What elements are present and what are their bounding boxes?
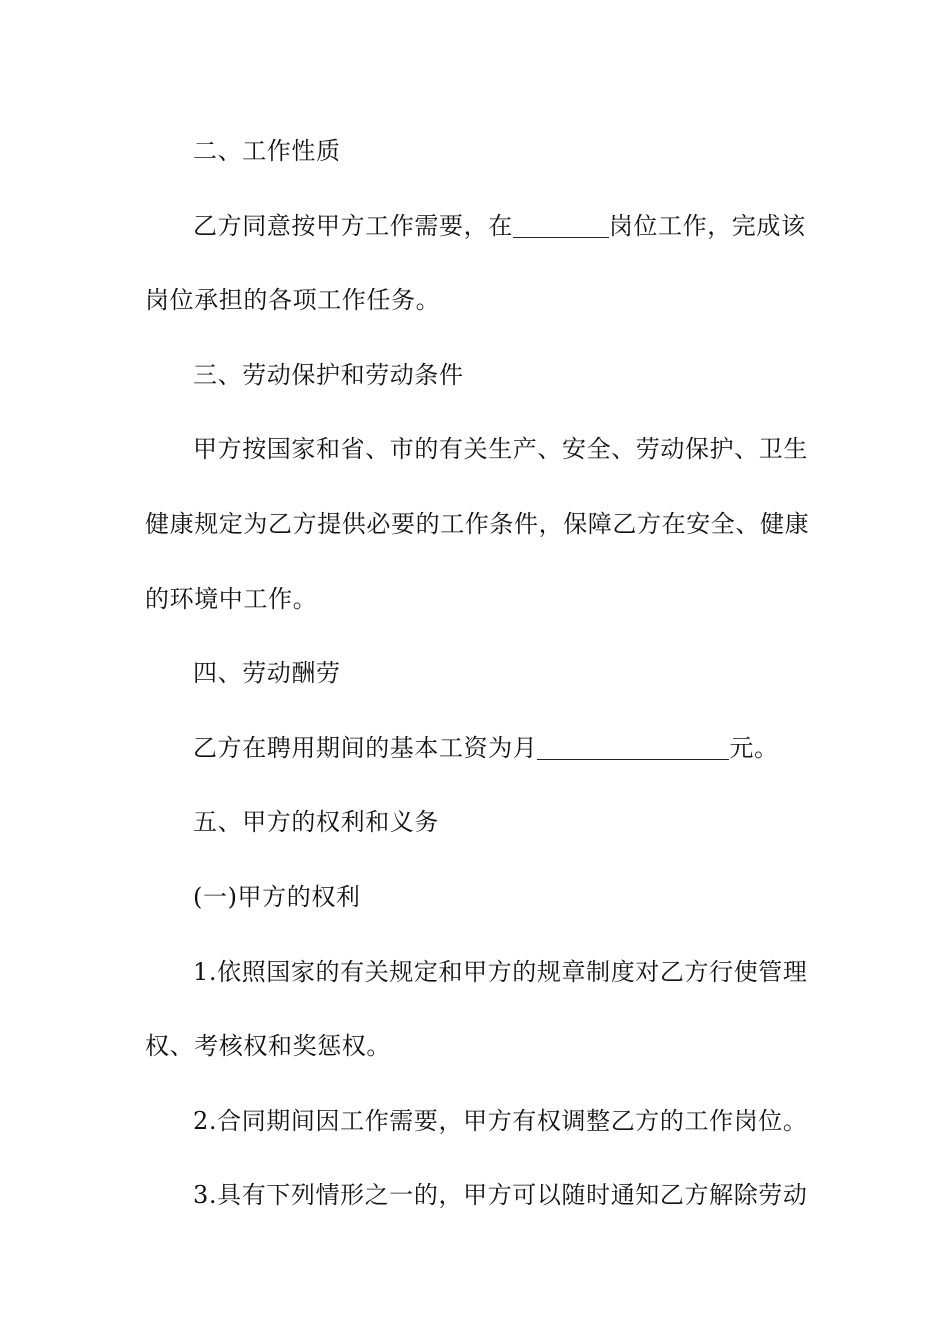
document-body [145, 126, 810, 1245]
paragraph-work-nature-line-1 [145, 201, 807, 276]
list-item-1-line-1: 1.依照国家的有关规定和甲方的规章制度对乙方行使管理 [193, 957, 808, 986]
paragraph-remuneration-line-1 [145, 723, 807, 798]
salary-blank[interactable] [537, 729, 729, 760]
paragraph-labor-protection-line-1: 甲方按国家和省、市的有关生产、安全、劳动保护、卫生 [193, 435, 808, 464]
list-item-3-line-1: 3.具有下列情形之一的，甲方可以随时通知乙方解除劳动 [193, 1181, 808, 1210]
section-heading-labor-protection: 三、劳动保护和劳动条件 [193, 360, 464, 389]
paragraph-labor-protection-line-3: 的环境中工作。 [145, 584, 318, 613]
section-heading-party-a-rights: 五、甲方的权利和义务 [193, 808, 439, 837]
text-segment: 岗位工作，完成该 [608, 211, 806, 240]
text-segment: 乙方同意按甲方工作需要，在 [193, 211, 513, 240]
text-segment: 乙方在聘用期间的基本工资为月 [193, 733, 538, 762]
text-segment: 元。 [729, 733, 779, 762]
paragraph-work-nature-line-2: 岗位承担的各项工作任务。 [145, 286, 441, 315]
subsection-heading-party-a-rights: (一)甲方的权利 [193, 882, 361, 911]
list-item-2-line-1: 2.合同期间因工作需要，甲方有权调整乙方的工作岗位。 [193, 1106, 808, 1135]
section-heading-remuneration: 四、劳动酬劳 [193, 659, 341, 688]
list-item-1-line-2: 权、考核权和奖惩权。 [145, 1032, 391, 1061]
position-blank[interactable] [513, 207, 609, 238]
paragraph-labor-protection-line-2: 健康规定为乙方提供必要的工作条件，保障乙方在安全、健康 [145, 509, 810, 538]
section-heading-work-nature: 二、工作性质 [193, 137, 341, 165]
